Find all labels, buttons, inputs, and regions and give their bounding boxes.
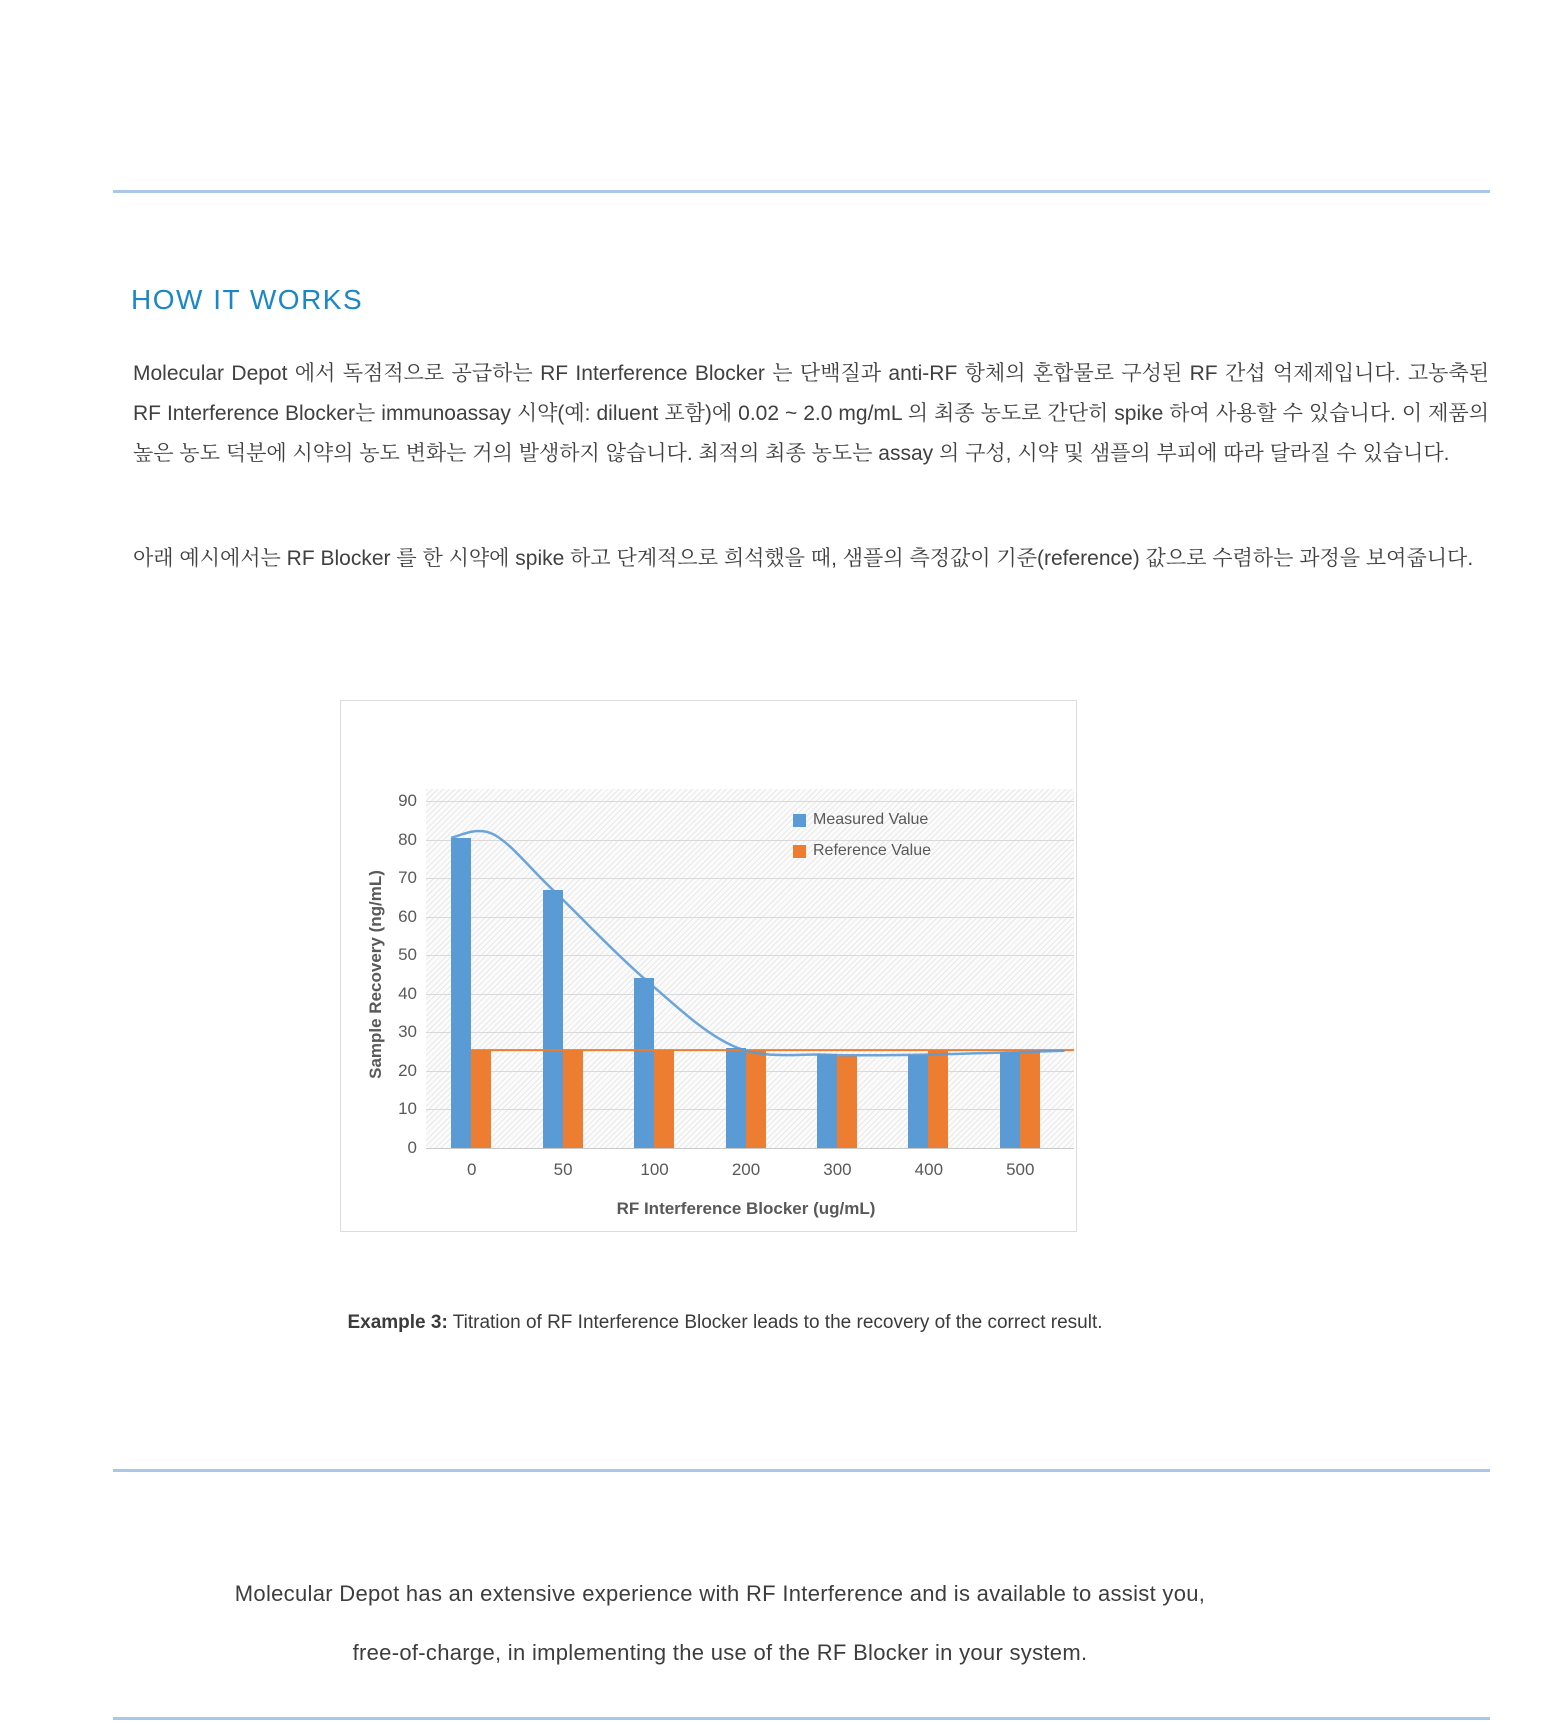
- y-tick-label: 90: [398, 791, 417, 810]
- reference-bar-50: [563, 1050, 583, 1148]
- legend-item: [793, 811, 931, 829]
- y-tick-label: 80: [398, 829, 417, 849]
- y-tick-label: 70: [398, 868, 417, 888]
- legend-swatch: [793, 845, 806, 858]
- reference-bar-0: [471, 1050, 491, 1148]
- example-intro-paragraph: 아래 예시에서는 RF Blocker 를 한 시약에 spike 하고 단계적으로 희석했을 때, 샘플의 측정값이 기준(reference) 값으로 수렴하는 과정을 보여줍니다.: [133, 547, 1474, 570]
- figure-caption: [0, 1310, 1450, 1336]
- x-tick-label: 100: [640, 1160, 669, 1179]
- bottom-section-divider: [113, 1469, 1490, 1472]
- legend-label: Reference Value: [813, 842, 931, 859]
- page-bottom-divider: [113, 1717, 1490, 1720]
- reference-bar-400: [928, 1050, 948, 1148]
- gridline: [426, 1148, 1074, 1149]
- y-tick-label: 40: [398, 983, 417, 1003]
- legend-swatch: [793, 814, 806, 827]
- measured-bar-300: [817, 1054, 837, 1148]
- gridline: [426, 955, 1074, 956]
- x-tick-label: 200: [731, 1160, 761, 1179]
- y-tick-label: 0: [407, 1138, 417, 1157]
- x-tick-label: 300: [823, 1160, 852, 1179]
- reference-bar-500: [1020, 1050, 1040, 1148]
- legend-label: Measured Value: [813, 811, 929, 828]
- gridline: [426, 917, 1074, 918]
- y-axis-title: Sample Recovery (ng/mL): [366, 870, 385, 1079]
- measured-bar-200: [726, 1048, 746, 1148]
- legend-item: [793, 842, 931, 860]
- y-tick-label: 50: [398, 945, 417, 965]
- x-tick-label: 500: [1006, 1160, 1035, 1179]
- top-section-divider: [113, 190, 1490, 193]
- intro-paragraph: Molecular Depot 에서 독점적으로 공급하는 RF Interference Blocker 는 단백질과 anti-RF 항체의 혼합물로 구성된 RF 간섭 억제제입니다. 고농축된 RF Interference Blocker는 immunoassay 시약(예: diluent 포함)에 0.02 ~ 2.0 mg/mL 의 최종 농도로 간단히 spike 하여 사용할 수 있습니다. 이 제품의 높은 농도 덕분에 시약의 농도 변화는 거의 발생하지 않습니다. 최적의 최종 농도는 assay 의 구성, 시약 및 샘플의 부피에 따라 달라질 수 있습니다.: [133, 362, 1489, 465]
- measured-bar-500: [1000, 1052, 1020, 1148]
- reference-bar-300: [837, 1056, 857, 1148]
- footer-text-line2: free-of-charge, in implementing the use of the RF Blocker in your system.: [352, 1640, 1088, 1665]
- y-tick-label: 10: [398, 1099, 417, 1119]
- gridline: [426, 1032, 1074, 1033]
- caption-text: Titration of RF Interference Blocker leads to the recovery of the correct result.: [447, 1312, 1103, 1333]
- measured-bar-50: [543, 890, 563, 1148]
- y-tick-label: 60: [398, 906, 417, 926]
- reference-bar-200: [746, 1050, 766, 1148]
- titration-bar-chart: [340, 700, 1077, 1232]
- caption-label: Example 3:: [347, 1312, 448, 1333]
- chart-legend: [793, 811, 931, 873]
- x-tick-label: 50: [553, 1160, 573, 1179]
- gridline: [426, 878, 1074, 879]
- gridline: [426, 994, 1074, 995]
- footer-text-line1: Molecular Depot has an extensive experience with RF Interference and is available to assist you,: [234, 1581, 1206, 1606]
- gridline: [426, 840, 1074, 841]
- x-tick-label: 0: [466, 1160, 477, 1179]
- measured-bar-100: [634, 978, 654, 1148]
- measured-bar-400: [908, 1055, 928, 1148]
- measured-bar-0: [451, 838, 471, 1148]
- x-tick-label: 400: [914, 1160, 944, 1179]
- y-tick-label: 30: [398, 1022, 417, 1042]
- reference-bar-100: [654, 1050, 674, 1148]
- y-tick-label: 20: [398, 1060, 417, 1080]
- gridline: [426, 801, 1074, 802]
- x-axis-title: RF Interference Blocker (ug/mL): [616, 1199, 876, 1218]
- page-title: HOW IT WORKS: [131, 284, 364, 315]
